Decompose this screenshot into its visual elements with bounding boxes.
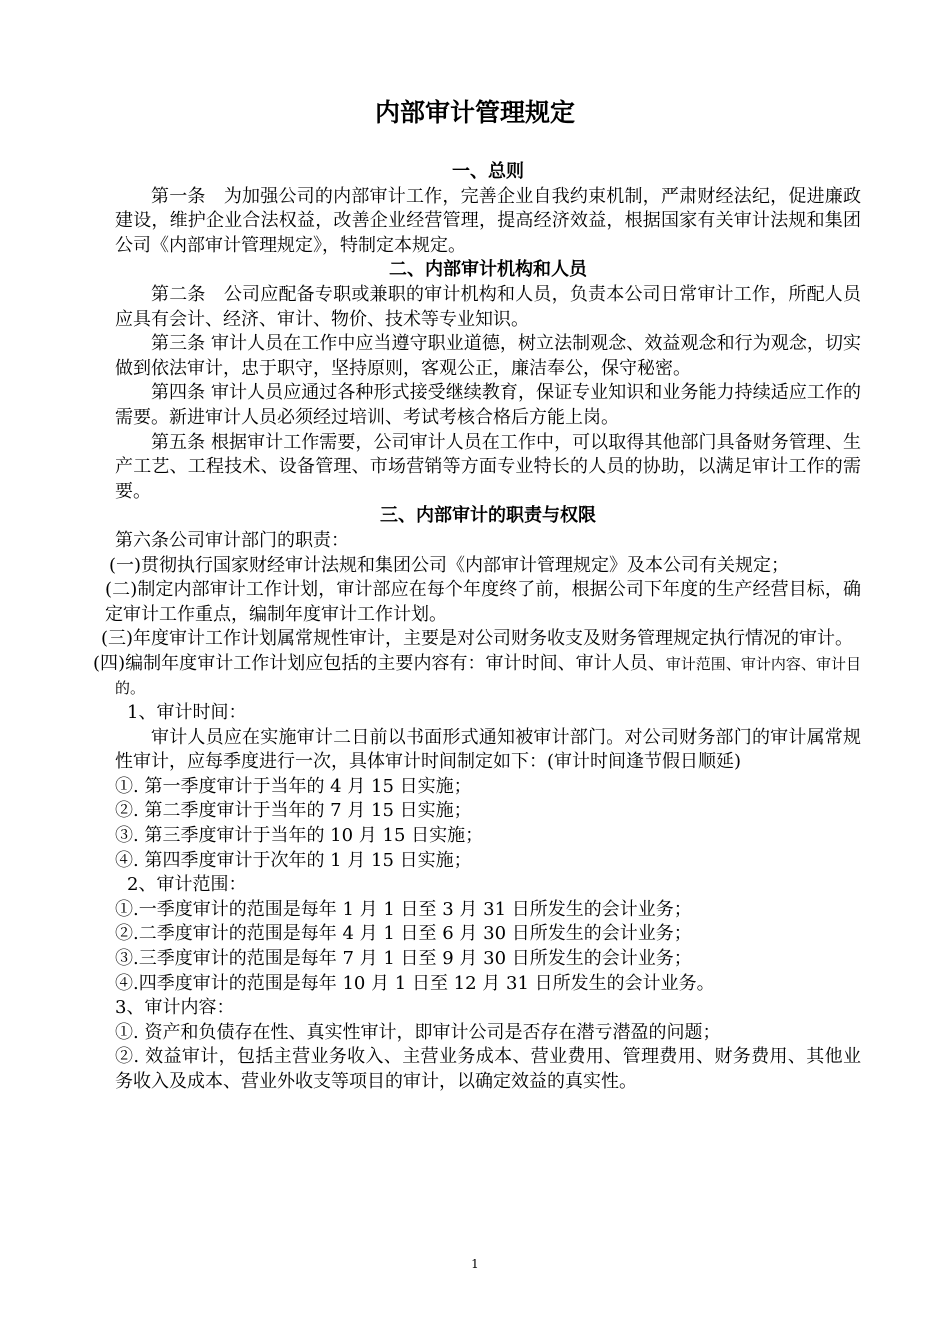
document-title: 内部审计管理规定 xyxy=(374,98,575,127)
duty-item-2: (二)制定内部审计工作计划，审计部应在每个年度终了前，根据公司下年度的生产经营目标，确定审计工作重点，编制年度审计工作计划。 xyxy=(105,579,861,625)
audit-scope-item-1: ①.一季度审计的范围是每年 1 月 1 日至 3 月 31 日所发生的会计业务； xyxy=(115,898,692,920)
audit-time-item-1: ①. 第一季度审计于当年的 4 月 15 日实施； xyxy=(115,775,472,797)
audit-scope-item-2: ②.二季度审计的范围是每年 4 月 1 日至 6 月 30 日所发生的会计业务； xyxy=(115,923,692,945)
audit-time-item-3: ③. 第三季度审计于当年的 10 月 15 日实施； xyxy=(115,825,484,847)
audit-time-item-2: ②. 第二季度审计于当年的 7 月 15 日实施； xyxy=(115,800,472,822)
duty-item-4-main: (四)编制年度审计工作计划应包括的主要内容有：审计时间、审计人员、 xyxy=(93,652,666,674)
section-heading-general: 一、总则 xyxy=(452,161,524,182)
page-number: 1 xyxy=(471,1257,479,1271)
article-2: 第二条 公司应配备专职或兼职的审计机构和人员，负责本公司日常审计工作，所配人员应具有会计、经济、审计、物价、技术等专业知识。 xyxy=(115,283,861,330)
duty-item-3: (三)年度审计工作计划属常规性审计，主要是对公司财务收支及财务管理规定执行情况的审计。 xyxy=(101,628,854,650)
subheading-audit-time: 1、审计时间： xyxy=(127,702,247,724)
article-1: 第一条 为加强公司的内部审计工作，完善企业自我约束机制，严肃财经法纪，促进廉政建设，维护企业合法权益，改善企业经营管理，提高经济效益，根据国家有关审计法规和集团公司《内部审计管理规定》，特制定本规定。 xyxy=(115,185,861,256)
article-5: 第五条 根据审计工作需要，公司审计人员在工作中，可以取得其他部门具备财务管理、生产工艺、工程技术、设备管理、市场营销等方面专业特长的人员的协助，以满足审计工作的需要。 xyxy=(115,431,861,502)
audit-time-paragraph: 审计人员应在实施审计二日前以书面形式通知被审计部门。对公司财务部门的审计属常规性审计，应每季度进行一次，具体审计时间制定如下：(审计时间逢节假日顺延) xyxy=(115,726,861,773)
duty-item-1: (一)贯彻执行国家财经审计法规和集团公司《内部审计管理规定》及本公司有关规定； xyxy=(109,554,790,576)
article-4: 第四条 审计人员应通过各种形式接受继续教育，保证专业知识和业务能力持续适应工作的需要。新进审计人员必须经过培训、考试考核合格后方能上岗。 xyxy=(115,382,861,428)
audit-content-item-2: ②. 效益审计，包括主营业务收入、主营业务成本、营业费用、管理费用、财务费用、其他业务收入及成本、营业外收支等项目的审计，以确定效益的真实性。 xyxy=(115,1046,861,1092)
article-3: 第三条 审计人员在工作中应当遵守职业道德，树立法制观念、效益观念和行为观念，切实做到依法审计，忠于职守，坚持原则，客观公正，廉洁奉公，保守秘密。 xyxy=(115,333,861,379)
audit-scope-item-4: ④.四季度审计的范围是每年 10 月 1 日至 12 月 31 日所发生的会计业务。 xyxy=(115,972,715,994)
audit-content-item-1: ①. 资产和负债存在性、真实性审计，即审计公司是否存在潜亏潜盈的问题； xyxy=(115,1021,721,1043)
audit-scope-item-3: ③.三季度审计的范围是每年 7 月 1 日至 9 月 30 日所发生的会计业务； xyxy=(115,948,692,969)
audit-time-item-4: ④. 第四季度审计于次年的 1 月 15 日实施； xyxy=(115,849,472,871)
subheading-audit-scope: 2、审计范围： xyxy=(127,874,247,896)
section-heading-duties: 三、内部审计的职责与权限 xyxy=(380,505,596,527)
article-6: 第六条公司审计部门的职责： xyxy=(115,529,349,551)
section-heading-organization: 二、内部审计机构和人员 xyxy=(389,259,587,281)
duty-item-4 xyxy=(93,652,861,701)
duty-item-4-tail: 审计范围、审计内容、审计目的。 xyxy=(115,654,861,698)
document-body xyxy=(93,160,861,1095)
subheading-audit-content: 3、审计内容： xyxy=(115,997,235,1019)
